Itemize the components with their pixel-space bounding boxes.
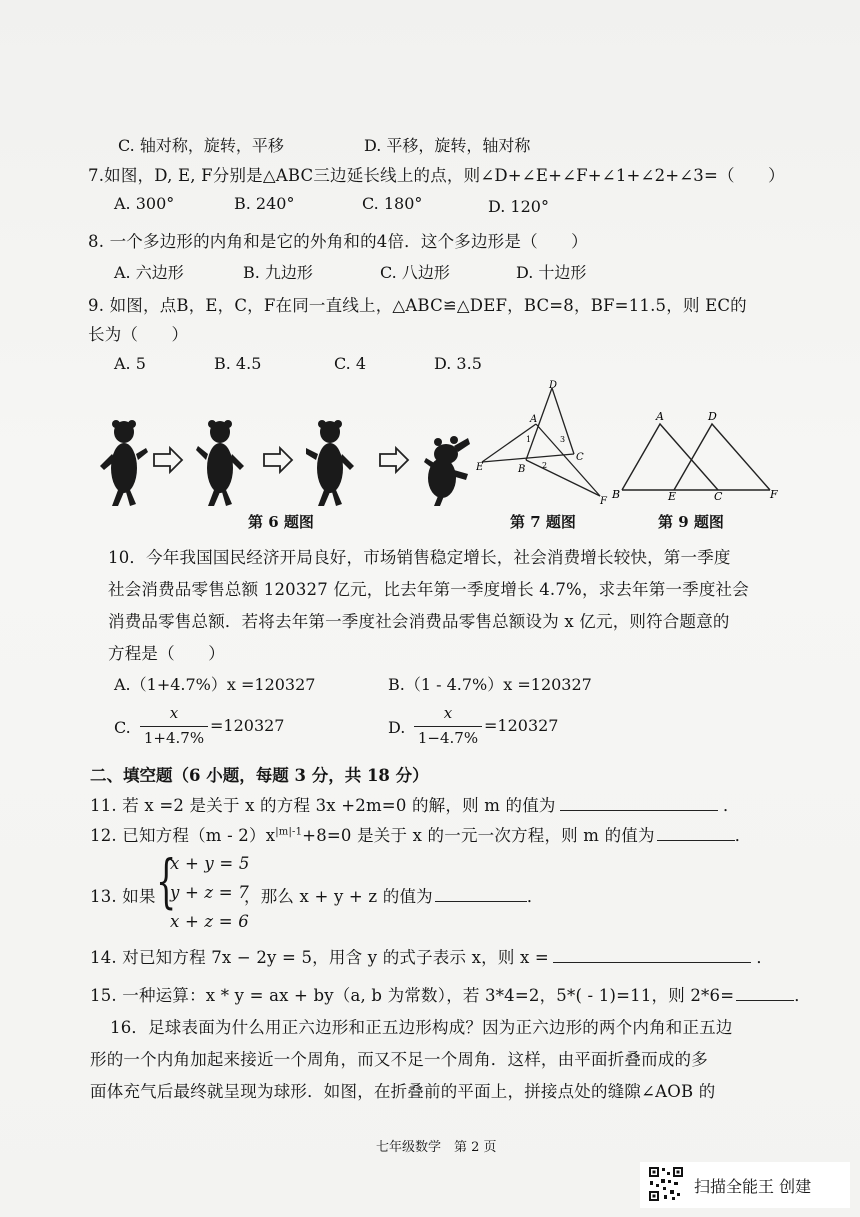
fig7-line-BF [526, 460, 600, 496]
q10-c-denominator: 1+4.7% [143, 729, 205, 747]
fig7-label-A: A [530, 414, 538, 425]
fig6-arrow-2 [264, 448, 292, 472]
q13-tail: ，那么 x + y + z 的值为 [244, 887, 433, 906]
q6-option-c: C. 轴对称，旋转，平移 [118, 136, 284, 155]
q9-option-b: B. 4.5 [214, 354, 262, 373]
figure-6 [96, 410, 476, 510]
q8-option-b: B. 九边形 [243, 263, 313, 282]
qr-code-icon [648, 1166, 684, 1202]
q14-stem: 14. 对已知方程 7x − 2y = 5，用含 y 的式子表示 x，则 x = ． [90, 948, 774, 967]
q10-d-fraction-bar [414, 726, 482, 727]
q15-text: 15. 一种运算：x * y = ax + by（a, b 为常数），若 3*4=2，5*( - 1)=11，则 2*6= [90, 986, 735, 1005]
q10-option-d-label: D. [388, 718, 406, 737]
q15-answer-blank[interactable] [736, 986, 794, 1001]
q16-line2: 形的一个内角加起来接近一个周角，而又不足一个周角．这样，由平面折叠而成的多 [90, 1050, 708, 1069]
q15-stem: 15. 一种运算：x * y = ax + by（a, b 为常数），若 3*4=2，5*( - 1)=11，则 2*6= ． [90, 986, 811, 1005]
fig9-label-F: F [770, 488, 778, 500]
q10-stem-line1: 10．今年我国国民经济开局良好，市场销售稳定增长，社会消费增长较快，第一季度 [108, 548, 731, 567]
fig7-label-E: E [476, 462, 484, 473]
q13-lead: 13. 如果 [90, 887, 156, 906]
fig7-label-angle-3: 3 [560, 435, 566, 444]
q10-stem-line4: 方程是（ ） [108, 644, 225, 663]
fig7-label-C: C [576, 452, 584, 463]
q10-c-fraction-bar [140, 726, 208, 727]
fig6-caption: 第 6 题图 [248, 513, 314, 531]
q13-eq3: x + z = 6 [170, 912, 249, 931]
q13-eq2: y + z = 7 [170, 883, 249, 902]
q9-option-a: A. 5 [114, 354, 146, 373]
fig9-label-A: A [656, 410, 664, 423]
q6-option-d: D. 平移，旋转，轴对称 [364, 136, 531, 155]
q9-option-c: C. 4 [334, 354, 367, 373]
q8-stem: 8. 一个多边形的内角和是它的外角和的4倍．这个多边形是（ ） [88, 232, 588, 251]
q12-text-tail: +8=0 是关于 x 的一元一次方程，则 m 的值为 [302, 826, 655, 845]
q12-stem: 12. 已知方程$(m - 2)x^{|m|-1}+8=0$ 是关于 x 的一元一次方程，则 m 的值为 ． [90, 826, 752, 845]
q16-line3: 面体充气后最终就呈现为球形．如图，在折叠前的平面上，拼接点处的缝隙∠AOB 的 [90, 1082, 716, 1101]
q9-option-d: D. 3.5 [434, 354, 482, 373]
figure-7 [476, 380, 616, 505]
q8-option-d: D. 十边形 [516, 263, 587, 282]
q11-stem: 11. 若 x =2 是关于 x 的方程 3x +2m=0 的解，则 m 的值为 ． [90, 796, 740, 815]
q8-option-a: A. 六边形 [114, 263, 184, 282]
q9-stem-line1: 9. 如图，点B，E，C，F在同一直线上，△ABC≌△DEF，BC=8，BF=11.5，则 EC的 [88, 296, 747, 315]
q10-option-d-rhs: =120327 [484, 716, 559, 735]
q11-answer-blank[interactable] [560, 796, 718, 811]
fig9-label-C: C [714, 490, 723, 500]
fig6-silhouette-3 [306, 420, 354, 506]
fig6-silhouette-2 [196, 420, 244, 506]
q16-line1: 16．足球表面为什么用正六边形和正五边形构成？因为正六边形的两个内角和正五边 [110, 1018, 733, 1037]
q13-tail-line: ，那么 x + y + z 的值为 ． [244, 887, 544, 906]
q10-option-c-fraction [140, 704, 208, 748]
q10-stem-line2: 社会消费品零售总额 120327 亿元，比去年第一季度增长 4.7%，求去年第一季度社会 [108, 580, 749, 599]
q7-stem: 7.如图，D, E, F分别是△ABC三边延长线上的点，则∠D+∠E+∠F+∠1+∠2+∠3=（ ） [88, 166, 785, 185]
scanner-brand-text: 扫描全能王 创建 [694, 1177, 812, 1196]
q10-option-c-rhs: =120327 [210, 716, 285, 735]
q10-option-a: A.（1+4.7%）x =120327 [114, 675, 316, 694]
fig7-label-F: F [600, 496, 607, 505]
fig9-triangle-ABC [622, 424, 718, 490]
q10-c-numerator: x [169, 704, 179, 722]
fig6-silhouette-1 [100, 420, 148, 506]
fig6-arrow-1 [154, 448, 182, 472]
q10-d-numerator: x [443, 704, 453, 722]
q10-stem-line3: 消费品零售总额．若将去年第一季度社会消费品零售总额设为 x 亿元，则符合题意的 [108, 612, 730, 631]
page-footer: 七年级数学 第 2 页 [376, 1140, 497, 1155]
fig9-label-B: B [612, 488, 621, 500]
q12-exponent: |m|-1 [275, 826, 303, 838]
q10-option-d-fraction [414, 704, 482, 748]
fig7-caption: 第 7 题图 [510, 513, 576, 531]
fig7-label-angle-1: 1 [526, 435, 532, 444]
fig6-silhouette-4 [424, 436, 470, 506]
q11-text: 11. 若 x =2 是关于 x 的方程 3x +2m=0 的解，则 m 的值为 [90, 796, 556, 815]
q13-eq1: x + y = 5 [170, 854, 250, 873]
q10-option-c-label: C. [114, 718, 131, 737]
fig7-label-B: B [518, 464, 526, 475]
q14-text: 14. 对已知方程 7x − 2y = 5，用含 y 的式子表示 x，则 x = [90, 948, 549, 967]
fig7-line-DC [552, 388, 574, 454]
q8-option-c: C. 八边形 [380, 263, 450, 282]
q13-answer-blank[interactable] [435, 887, 527, 902]
fig9-label-D: D [708, 410, 717, 423]
fig7-label-D: D [549, 380, 558, 391]
q12-answer-blank[interactable] [657, 826, 735, 841]
q7-option-b: B. 240° [234, 194, 295, 213]
fig6-arrow-3 [380, 448, 408, 472]
figure-9 [610, 410, 785, 500]
q13-brace: { [156, 847, 177, 915]
q10-option-b: B.（1 - 4.7%）x =120327 [388, 675, 592, 694]
q9-stem-line2: 长为（ ） [88, 325, 189, 344]
fig9-label-E: E [668, 490, 677, 500]
fig9-caption: 第 9 题图 [658, 513, 724, 531]
q14-answer-blank[interactable] [553, 948, 751, 963]
q7-option-c: C. 180° [362, 194, 423, 213]
q7-option-a: A. 300° [114, 194, 175, 213]
section-2-heading: 二、填空题（6 小题，每题 3 分，共 18 分） [90, 766, 429, 785]
q10-d-denominator: 1−4.7% [417, 729, 479, 747]
q7-option-d: D. 120° [488, 197, 549, 216]
fig7-label-angle-2: 2 [542, 461, 548, 470]
q12-text: 12. 已知方程（m - 2）x [90, 826, 276, 845]
